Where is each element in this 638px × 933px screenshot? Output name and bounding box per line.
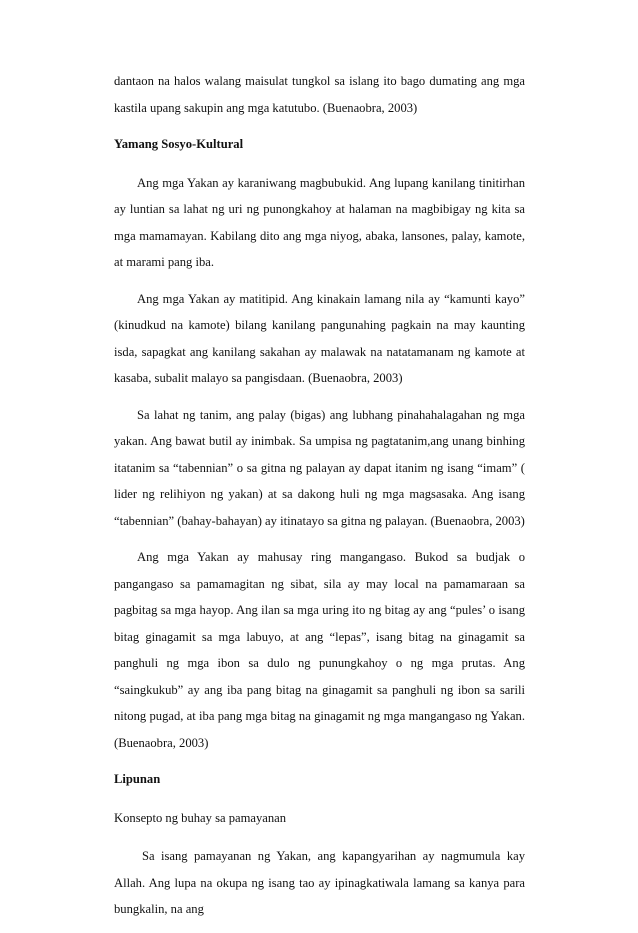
paragraph-palay: Sa lahat ng tanim, ang palay (bigas) ang lubhang pinahahalagahan ng mga yakan. Ang bawat butil ay inimbak. Sa umpisa ng pagtatanim,ang unang binhing itatanim sa “tabennian” o sa gitna ng palayan ay dapat itanim ng isang “imam” ( lider ng relihiyon ng yakan) at sa dakong huli ng mga magsasaka. Ang isang “tabennian” (bahay-bahayan) ay itinatayo sa gitna ng palayan. (Buenaobra, 2003) (114, 407, 525, 528)
section-heading-yamang-sosyo-kultural: Yamang Sosyo-Kultural (114, 137, 244, 151)
section-heading-lipunan: Lipunan (114, 772, 161, 786)
paragraph-pamayanan: Sa isang pamayanan ng Yakan, ang kapangyarihan ay nagmumula kay Allah. Ang lupa na okupa ng isang tao ay ipinagkatiwala lamang sa kanya para bungkalin, na ang (114, 849, 525, 916)
document-body (114, 68, 525, 933)
paragraph-magbubukid: Ang mga Yakan ay karaniwang magbubukid. Ang lupang kanilang tinitirhan ay luntian sa lahat ng uri ng punongkahoy at halaman na magbibigay ng kita sa mga mamamayan. Kabilang dito ang mga niyog, abaka, lansones, palay, kamote, at marami pang iba. (114, 175, 525, 269)
intro-paragraph: dantaon na halos walang maisulat tungkol sa islang ito bago dumating ang mga kastila upang sakupin ang mga katutubo. (Buenaobra, 2003) (114, 74, 525, 115)
paragraph-mangangaso: Ang mga Yakan ay mahusay ring mangangaso. Bukod sa budjak o pangangaso sa pamamagitan ng sibat, sila ay may local na pamamaraan sa pagbitag sa mga hayop. Ang ilan sa mga uring ito ng bitag ay ang “pules’ o isang bitag ginagamit sa mga labuyo, at ang “lepas”, isang bitag na ginagamit sa panghuli ng mga ibon sa dulo ng punungkahoy o ng mga prutas. Ang “saingkukub” ay ang iba pang bitag na ginagamit sa panghuli ng ibon sa sarili nitong pugad, at iba pang mga bitag na ginagamit ng mga mangangaso ng Yakan. (Buenaobra, 2003) (114, 550, 525, 750)
paragraph-matitipid: Ang mga Yakan ay matitipid. Ang kinakain lamang nila ay “kamunti kayo” (kinudkud na kamote) bilang kanilang pangunahing pagkain na may kaunting isda, sapagkat ang kanilang sakahan ay malawak na natatamanam ng kamote at kasaba, subalit malayo sa pangisdaan. (Buenaobra, 2003) (114, 291, 525, 385)
subheading-konsepto: Konsepto ng buhay sa pamayanan (114, 810, 287, 825)
